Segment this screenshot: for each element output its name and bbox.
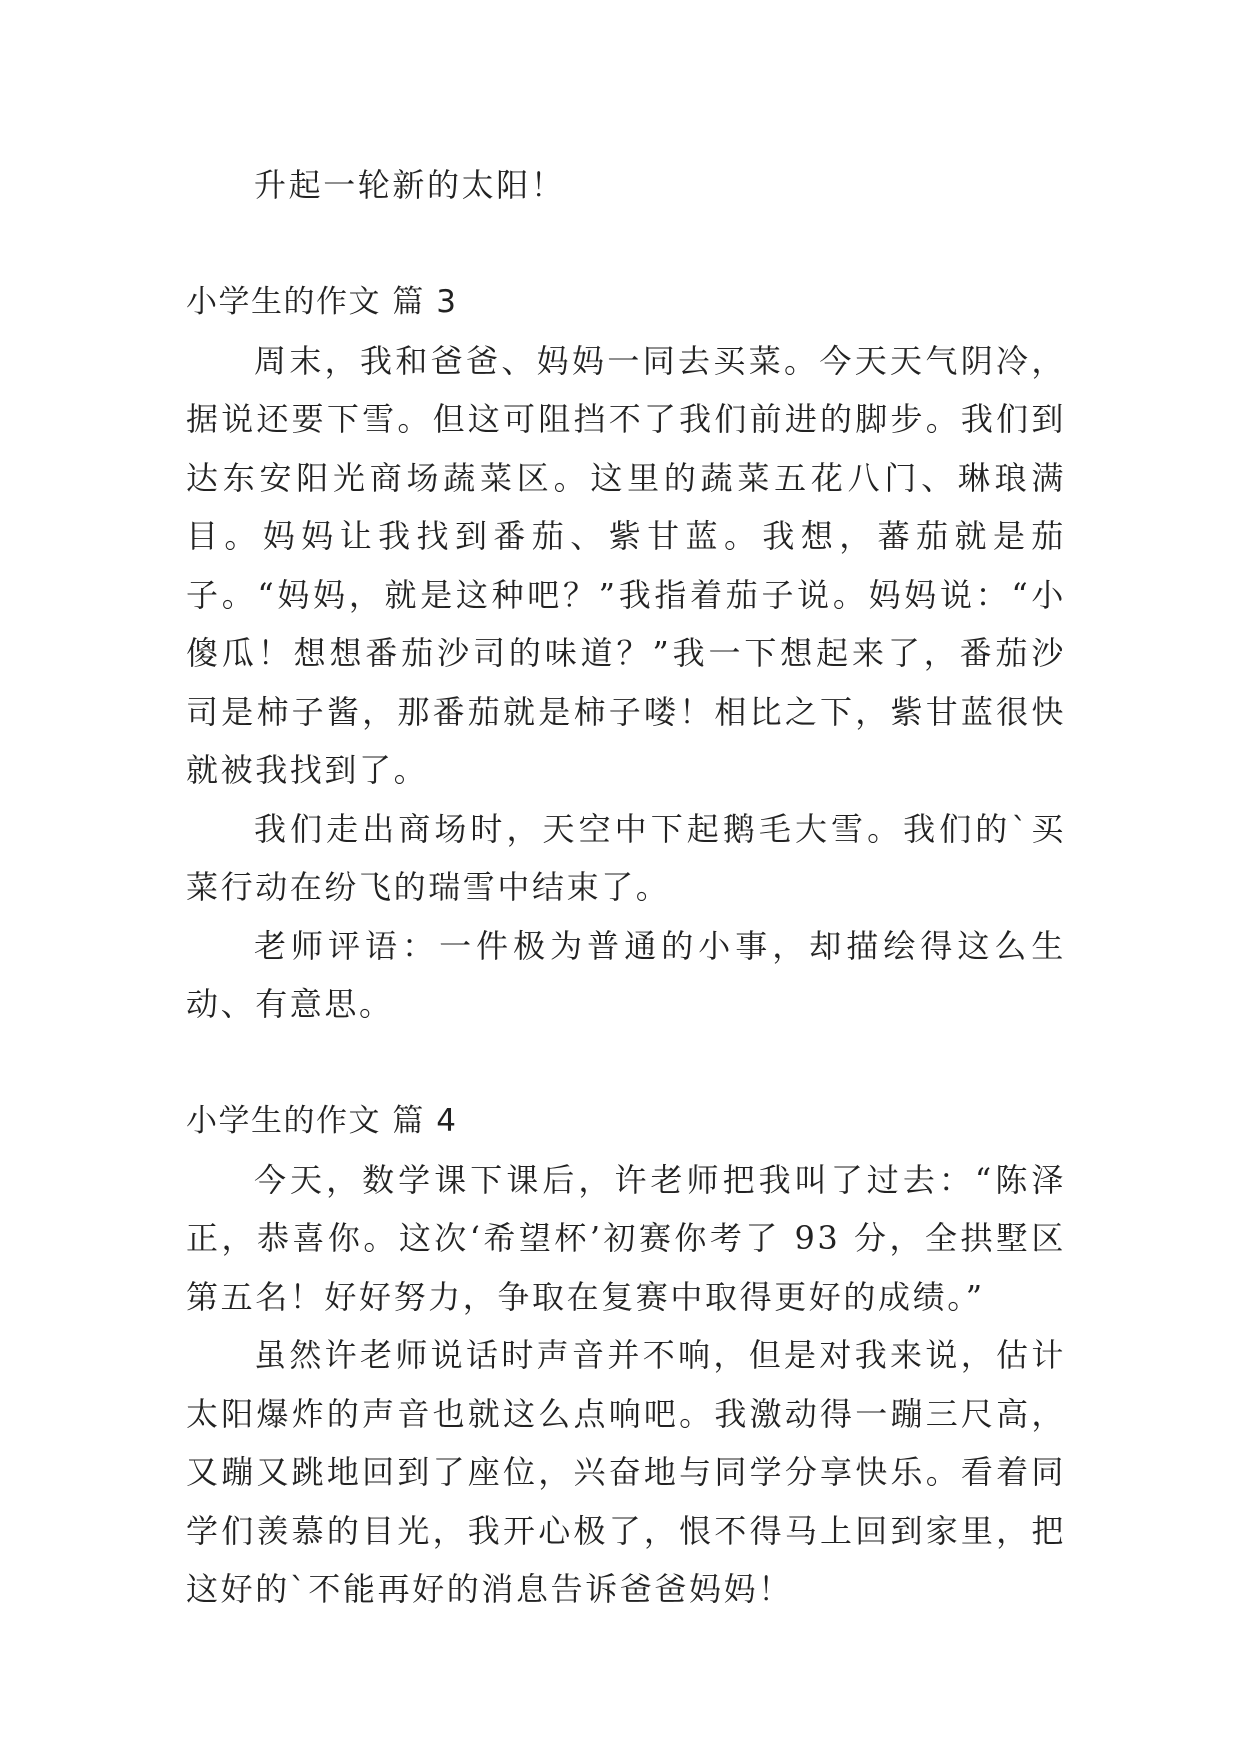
section-gap (186, 215, 1066, 274)
essay-3-paragraph-1: 周末，我和爸爸、妈妈一同去买菜。今天天气阴冷，据说还要下雪。但这可阻挡不了我们前进的脚步。我们到达东安阳光商场蔬菜区。这里的蔬菜五花八门、琳琅满目。妈妈让我找到番茄、紫甘蓝。我想，蕃茄就是茄子。“妈妈，就是这种吧？”我指着茄子说。妈妈说：“小傻瓜！想想番茄沙司的味道？”我一下想起来了，番茄沙司是柿子酱，那番茄就是柿子喽！相比之下，紫甘蓝很快就被我找到了。 (186, 341, 1066, 789)
essay-4-heading: 小学生的作文 篇 4 (186, 1103, 458, 1139)
essay-3-paragraph-2: 我们走出商场时，天空中下起鹅毛大雪。我们的`买菜行动在纷飞的瑞雪中结束了。 (186, 809, 1066, 906)
paragraph-fragment: 升起一轮新的太阳！ (254, 166, 566, 204)
essay-4-paragraph-2: 虽然许老师说话时声音并不响，但是对我来说，估计太阳爆炸的声音也就这么点响吧。我激动得一蹦三尺高，又蹦又跳地回到了座位，兴奋地与同学分享快乐。看着同学们羡慕的目光，我开心极了，恨不得马上回到家里，把这好的`不能再好的消息告诉爸爸妈妈！ (186, 1336, 1066, 1608)
section-gap (186, 1034, 1066, 1093)
essay-3-teacher-comment: 老师评语：一件极为普通的小事，却描绘得这么生动、有意思。 (186, 926, 1066, 1023)
document-body (186, 156, 1066, 1619)
essay-4-paragraph-1: 今天，数学课下课后，许老师把我叫了过去：“陈泽正，恭喜你。这次‘希望杯’初赛你考了 93 分，全拱墅区第五名！好好努力，争取在复赛中取得更好的成绩。” (186, 1160, 1066, 1316)
essay-3-heading: 小学生的作文 篇 3 (186, 284, 458, 320)
